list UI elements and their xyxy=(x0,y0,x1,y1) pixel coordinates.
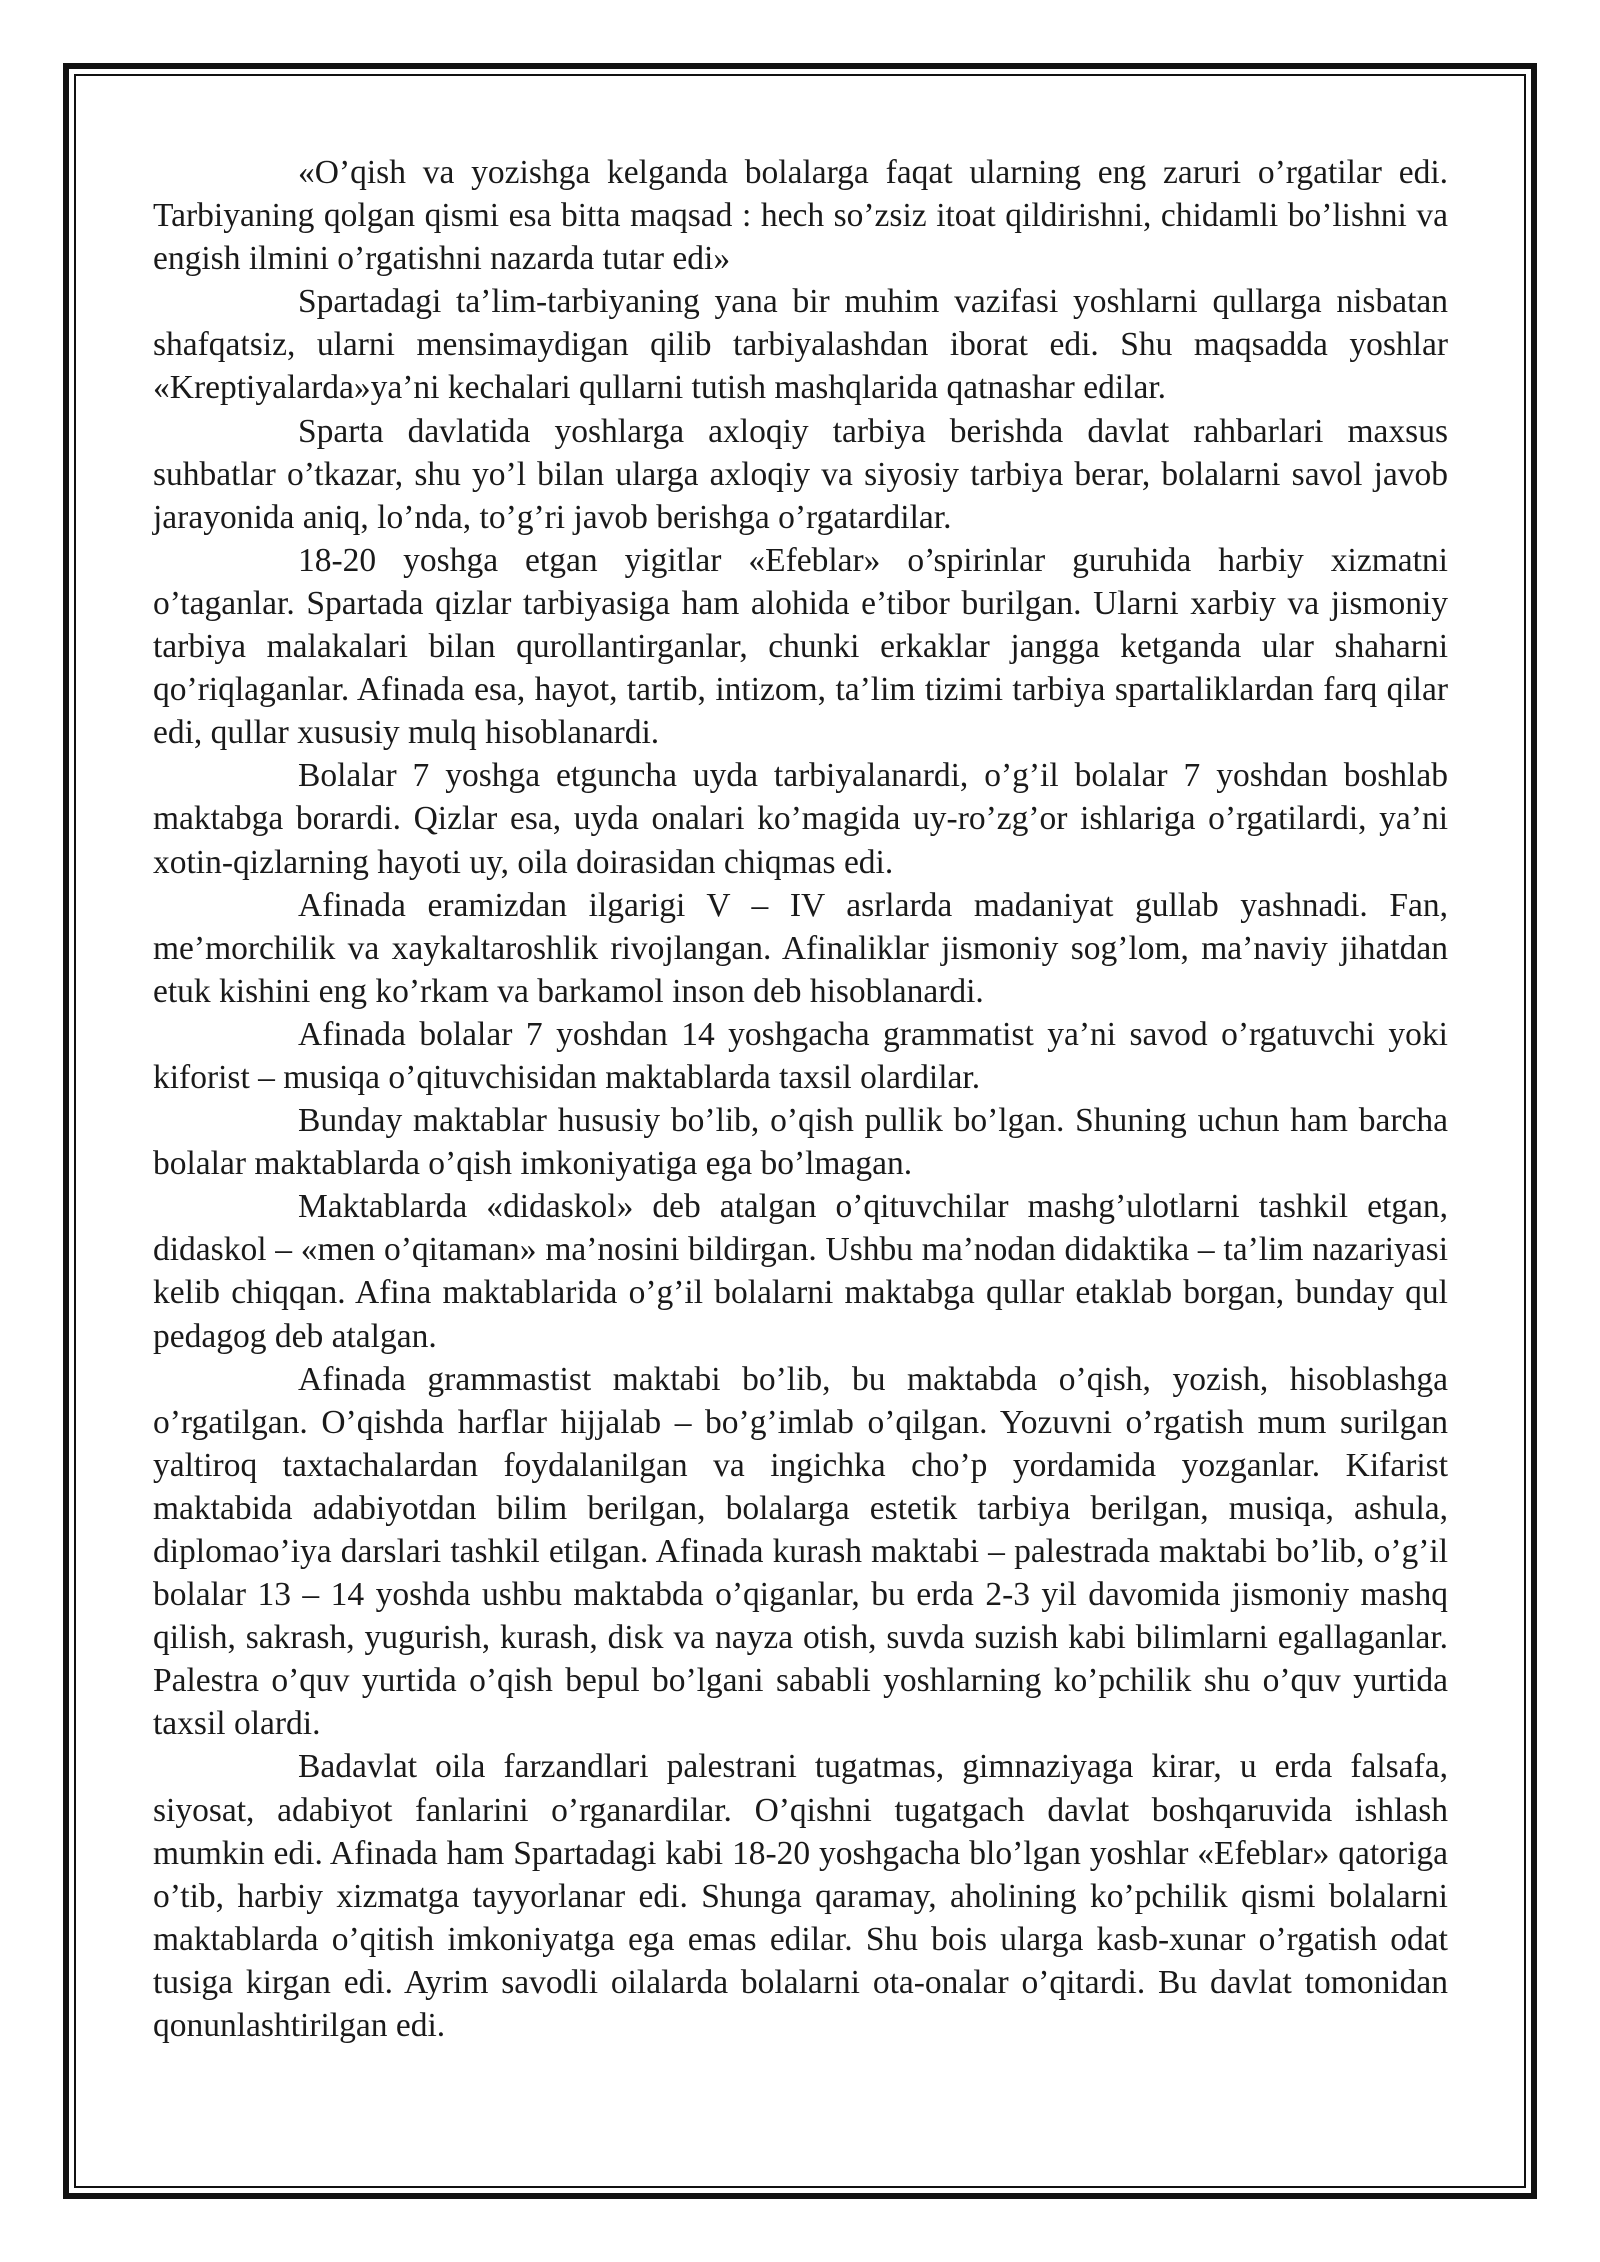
paragraph-6: Afinada eramizdan ilgarigi V – IV asrlarda madaniyat gullab yashnadi. Fan, me’morchilik va xaykaltaroshlik rivojlangan. Afinaliklar jismoniy sog’lom, ma’naviy jihatdan etuk kishini eng ko’rkam va barkamol inson deb hisoblanardi. xyxy=(153,886,1448,1010)
paragraph-2: Spartadagi ta’lim-tarbiyaning yana bir muhim vazifasi yoshlarni qullarga nisbatan shafqatsiz, ularni mensimaydigan qilib tarbiyalashdan iborat edi. Shu maqsadda yoshlar «Kreptiyalarda»ya’ni kechalari qullarni tutish mashqlarida qatnashar edilar. xyxy=(153,283,1448,407)
paragraph-4: 18-20 yoshga etgan yigitlar «Efeblar» o’spirinlar guruhida harbiy xizmatni o’taganlar. Spartada qizlar tarbiyasiga ham alohida e’tibor burilgan. Ularni xarbiy va jismoniy tarbiya malakalari bilan qurollantirganlar, chunki erkaklar jangga ketganda ular shaharni qo’riqlaganlar. Afinada esa, hayot, tartib, intizom, ta’lim tizimi tarbiya spartaliklardan farq qilar edi, qullar xususiy mulq hisoblanardi. xyxy=(153,541,1448,752)
paragraph-5: Bolalar 7 yoshga etguncha uyda tarbiyalanardi, o’g’il bolalar 7 yoshdan boshlab maktabga borardi. Qizlar esa, uyda onalari ko’magida uy-ro’zg’or ishlariga o’rgatilardi, ya’ni xotin-qizlarning hayoti uy, oila doirasidan chiqmas edi. xyxy=(153,757,1448,881)
paragraph-11: Badavlat oila farzandlari palestrani tugatmas, gimnaziyaga kirar, u erda falsafa, siyosat, adabiyot fanlarini o’rganardilar. O’qishni tugatgach davlat boshqaruvida ishlash mumkin edi. Afinada ham Spartadagi kabi 18-20 yoshgacha blo’lgan yoshlar «Efeblar» qatoriga o’tib, harbiy xizmatga tayyorlanar edi. Shunga qaramay, aholining ko’pchilik qismi bolalarni maktablarda o’qitish imkoniyatga ega emas edilar. Shu bois ularga kasb-xunar o’rgatish odat tusiga kirgan edi. Ayrim savodli oilalarda bolalarni ota-onalar o’qitardi. Bu davlat tomonidan qonunlashtirilgan edi. xyxy=(153,1748,1448,2045)
paragraph-7: Afinada bolalar 7 yoshdan 14 yoshgacha grammatist ya’ni savod o’rgatuvchi yoki kiforist – musiqa o’qituvchisidan maktablarda taxsil olardilar. xyxy=(153,1015,1448,1096)
paragraph-3: Sparta davlatida yoshlarga axloqiy tarbiya berishda davlat rahbarlari maxsus suhbatlar o’tkazar, shu yo’l bilan ularga axloqiy va siyosiy tarbiya berar, bolalarni savol javob jarayonida aniq, lo’nda, to’g’ri javob berishga o’rgatardilar. xyxy=(153,412,1448,536)
paragraph-9: Maktablarda «didaskol» deb atalgan o’qituvchilar mashg’ulotlarni tashkil etgan, didaskol – «men o’qitaman» ma’nosini bildirgan. Ushbu ma’nodan didaktika – ta’lim nazariyasi kelib chiqqan. Afina maktablarida o’g’il bolalarni maktabga qullar etaklab borgan, bunday qul pedagog deb atalgan. xyxy=(153,1188,1448,1355)
document-body xyxy=(153,151,1448,2047)
paragraph-8: Bunday maktablar hususiy bo’lib, o’qish pullik bo’lgan. Shuning uchun ham barcha bolalar maktablarda o’qish imkoniyatiga ega bo’lmagan. xyxy=(153,1102,1448,1183)
paragraph-10: Afinada grammastist maktabi bo’lib, bu maktabda o’qish, yozish, hisoblashga o’rgatilgan. O’qishda harflar hijjalab – bo’g’imlab o’qilgan. Yozuvni o’rgatish mum surilgan yaltiroq taxtachalardan foydalanilgan va ingichka cho’p yordamida yozganlar. Kifarist maktabida adabiyotdan bilim berilgan, bolalarga estetik tarbiya berilgan, musiqa, ashula, diplomao’iya darslari tashkil etilgan. Afinada kurash maktabi – palestrada maktabi bo’lib, o’g’il bolalar 13 – 14 yoshda ushbu maktabda o’qiganlar, bu erda 2-3 yil davomida jismoniy mashq qilish, sakrash, yugurish, kurash, disk va nayza otish, suvda suzish kabi bilimlarni egallaganlar. Palestra o’quv yurtida o’qish bepul bo’lgani sababli yoshlarning ko’pchilik shu o’quv yurtida taxsil olardi. xyxy=(153,1360,1448,1743)
paragraph-1: «O’qish va yozishga kelganda bolalarga faqat ularning eng zaruri o’rgatilar edi. Tarbiyaning qolgan qismi esa bitta maqsad : hech so’zsiz itoat qildirishni, chidamli bo’lishni va engish ilmini o’rgatishni nazarda tutar edi» xyxy=(153,154,1448,278)
